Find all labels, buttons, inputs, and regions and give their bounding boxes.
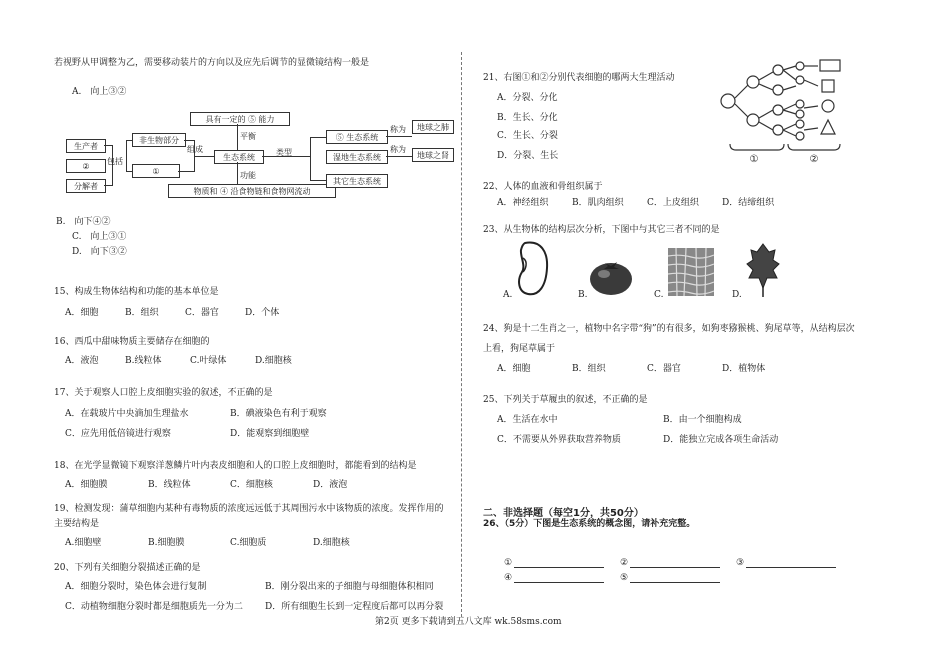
q18-stem: 18、在光学显微镜下观察洋葱鳞片叶内表皮细胞和人的口腔上皮细胞时，都能看到的结构是 (54, 461, 417, 471)
q16-stem: 16、西瓜中甜味物质主要储存在细胞的 (54, 337, 210, 347)
blank-3[interactable]: ③ (736, 558, 836, 568)
q22-option: B．肌肉组织 (572, 198, 624, 208)
q25-option: B．由一个细胞构成 (663, 415, 742, 425)
called-label-2: 称为 (390, 145, 406, 154)
q23-option: A. (503, 290, 513, 300)
blank-2[interactable]: ② (620, 558, 720, 568)
q22-option: D．结缔组织 (722, 198, 775, 208)
q26-stem: 26、（5分）下图是生态系统的概念图，请补充完整。 (483, 519, 696, 529)
q18-option: C．细胞核 (230, 480, 273, 490)
q25-stem: 25、下列关于草履虫的叙述，不正确的是 (483, 395, 648, 405)
q14-stem: 若视野从甲调整为乙，需要移动装片的方向以及应先后调节的显微镜结构一般是 (54, 58, 370, 68)
cell-division-diagram (716, 58, 846, 166)
tissue-image (668, 248, 714, 296)
called-label: 称为 (390, 125, 406, 134)
decomposer-box: 分解者 (66, 179, 106, 193)
blank-1[interactable]: ① (504, 558, 604, 568)
balance-label: 平衡 (240, 132, 256, 141)
bean-seed-image (515, 240, 551, 298)
q15-option: B．组织 (125, 308, 159, 318)
q17-option: A．在载玻片中央滴加生理盐水 (65, 409, 189, 419)
leaf-image (745, 242, 781, 298)
q23-stem: 23、从生物体的结构层次分析，下图中与其它三者不同的是 (483, 225, 720, 235)
tomato-image (588, 256, 634, 296)
kidney-box: 地球之肾 (412, 148, 454, 162)
blank-5[interactable]: ⑤ (620, 573, 720, 583)
q25-option: A．生活在水中 (497, 415, 558, 425)
q22-stem: 22、人体的血液和骨组织属于 (483, 182, 603, 192)
q17-option: C．应先用低倍镜进行观察 (65, 429, 171, 439)
wetland-box: 湿地生态系统 (326, 150, 388, 164)
q18-option: A．细胞膜 (65, 480, 108, 490)
q17-option: B．碘液染色有利于观察 (230, 409, 327, 419)
page-footer: 第2页 更多下载请到五八文库 wk.58sms.com (375, 617, 562, 627)
q20-option: D．所有细胞生长到一定程度后都可以再分裂 (265, 602, 444, 612)
lung-box: 地球之肺 (412, 120, 454, 134)
q24-stem: 24、狗是十二生肖之一，植物中名字带“狗”的有很多，如狗枣猕猴桃、狗尾草等，从结构层次 (483, 324, 855, 334)
slot-1-box: ① (132, 164, 180, 178)
q20-option: A．细胞分裂时，染色体会进行复制 (65, 582, 207, 592)
section-2-title: 二、非选择题（每空1分，共50分） (483, 508, 644, 519)
q19-stem: 19、检测发现：蒲草细胞内某种有毒物质的浓度远远低于其周围污水中该物质的浓度。发挥作用的 (54, 504, 444, 514)
q16-option: C.叶绿体 (190, 356, 227, 366)
producer-box: 生产者 (66, 139, 106, 153)
q24-stem-2: 上看，狗尾草属于 (483, 344, 556, 354)
q15-option: D．个体 (245, 308, 280, 318)
q15-stem: 15、构成生物体结构和功能的基本单位是 (54, 287, 219, 297)
q21-option: D．分裂、生长 (497, 151, 559, 161)
q19-stem-2: 主要结构是 (54, 519, 100, 529)
q24-option: C．器官 (647, 364, 681, 374)
q18-option: D．液泡 (313, 480, 348, 490)
flow-box: 物质和 ④ 沿食物链和食物网流动 (168, 184, 336, 198)
q20-option: C．动植物细胞分裂时都是细胞质先一分为二 (65, 602, 243, 612)
q15-option: C．器官 (185, 308, 219, 318)
q14-option-a: A. 向上③② (72, 87, 127, 97)
column-divider (461, 52, 462, 617)
q22-option: C．上皮组织 (647, 198, 699, 208)
q17-option: D．能观察到细胞壁 (230, 429, 310, 439)
q24-option: A．细胞 (497, 364, 531, 374)
q23-option: D. (732, 290, 742, 300)
q19-option: A.细胞壁 (65, 538, 102, 548)
q19-option: B.细胞膜 (148, 538, 185, 548)
q21-option: B．生长、分化 (497, 113, 558, 123)
q14-option-c: C. 向上③① (72, 232, 127, 242)
q25-option: C．不需要从外界获取营养物质 (497, 435, 621, 445)
q15-option: A．细胞 (65, 308, 99, 318)
label-1: ① (749, 154, 759, 165)
bio-system-box: ⑤ 生态系统 (326, 130, 388, 144)
q23-option: B. (578, 290, 588, 300)
label-2: ② (809, 154, 819, 165)
function-label: 功能 (240, 171, 256, 180)
q23-option: C. (654, 290, 664, 300)
q21-stem: 21、右图①和②分别代表细胞的哪两大生理活动 (483, 73, 675, 83)
includes-label: 包括 (107, 157, 123, 166)
q19-option: D.细胞核 (313, 538, 350, 548)
q20-stem: 20、下列有关细胞分裂描述正确的是 (54, 563, 201, 573)
q20-option: B．刚分裂出来的子细胞与母细胞体积相同 (265, 582, 434, 592)
other-ecosystem-box: 其它生态系统 (326, 174, 388, 188)
nonbio-box: 非生物部分 (132, 133, 186, 147)
blank-4[interactable]: ④ (504, 573, 604, 583)
consumer-box: ② (66, 159, 106, 173)
q16-option: D.细胞核 (255, 356, 292, 366)
ecosystem-box: 生态系统 (214, 150, 264, 164)
q14-option-b: B. 向下④② (56, 217, 111, 227)
q24-option: B．组织 (572, 364, 606, 374)
q16-option: B.线粒体 (125, 356, 162, 366)
ability-box: 具有一定的 ⑤ 能力 (190, 112, 290, 126)
q18-option: B．线粒体 (148, 480, 191, 490)
q17-stem: 17、关于观察人口腔上皮细胞实验的叙述，不正确的是 (54, 388, 273, 398)
q25-option: D．能独立完成各项生命活动 (663, 435, 779, 445)
q16-option: A．液泡 (65, 356, 99, 366)
composition-label: 组成 (187, 145, 203, 154)
q22-option: A．神经组织 (497, 198, 549, 208)
q19-option: C.细胞质 (230, 538, 267, 548)
type-label: 类型 (276, 148, 292, 157)
q21-option: C．生长、分裂 (497, 131, 558, 141)
q14-option-d: D. 向下③② (72, 247, 127, 257)
q21-option: A．分裂、分化 (497, 93, 558, 103)
q24-option: D．植物体 (722, 364, 766, 374)
